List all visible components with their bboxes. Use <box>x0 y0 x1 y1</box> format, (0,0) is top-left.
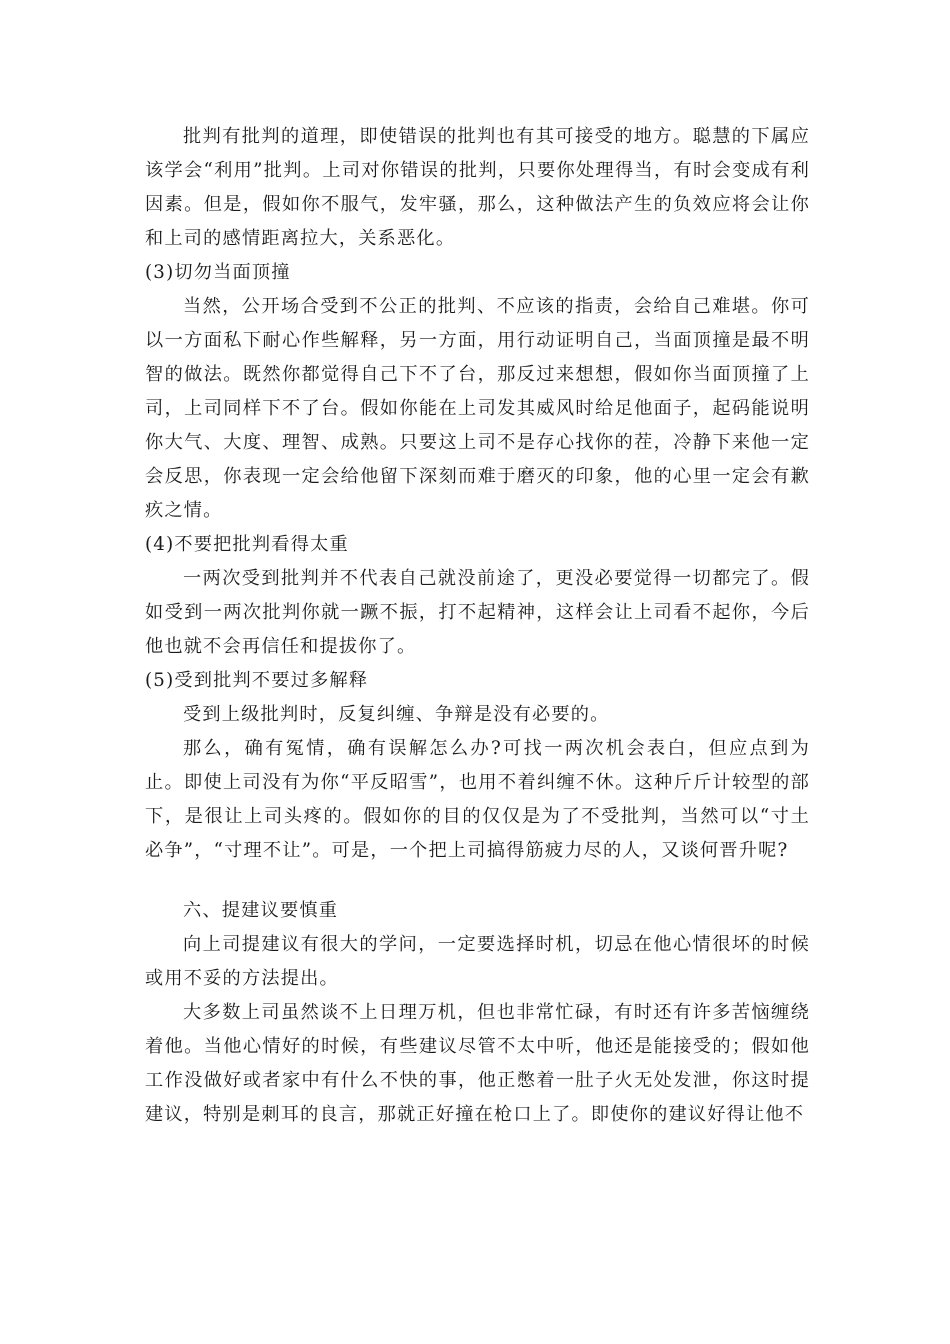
paragraph: 批判有批判的道理，即使错误的批判也有其可接受的地方。聪慧的下属应该学会“利用”批判。上司对你错误的批判，只要你处理得当，有时会变成有利因素。但是，假如你不服气，发牢骚，那么，这种做法产生的负效应将会让你和上司的感情距离拉大，关系恶化。 <box>145 126 810 249</box>
paragraph: 那么，确有冤情，确有误解怎么办?可找一两次机会表白，但应点到为止。即使上司没有为你“平反昭雪”，也用不着纠缠不休。这种斤斤计较型的部下，是很让上司头疼的。假如你的目的仅仅是为了不受批判，当然可以“寸土必争”，“寸理不让”。可是，一个把上司搞得筋疲力尽的人，又谈何晋升呢? <box>145 738 810 861</box>
document-body <box>145 120 810 1132</box>
paragraph: 一两次受到批判并不代表自己就没前途了，更没必要觉得一切都完了。假如受到一两次批判你就一蹶不振，打不起精神，这样会让上司看不起你，今后他也就不会再信任和提拔你了。 <box>145 568 810 657</box>
section-heading: (5)受到批判不要过多解释 <box>145 670 369 691</box>
section-heading: (4)不要把批判看得太重 <box>145 534 349 555</box>
paragraph: 大多数上司虽然谈不上日理万机，但也非常忙碌，有时还有许多苦恼缠绕着他。当他心情好的时候，有些建议尽管不太中听，他还是能接受的；假如他工作没做好或者家中有什么不快的事，他正憋着一肚子火无处发泄，你这时提建议，特别是刺耳的良言，那就正好撞在枪口上了。即使你的建议好得让他不 <box>145 1002 810 1125</box>
paragraph: 受到上级批判时，反复纠缠、争辩是没有必要的。 <box>183 704 610 725</box>
paragraph: 向上司提建议有很大的学问，一定要选择时机，切忌在他心情很坏的时候或用不妥的方法提出。 <box>145 934 810 989</box>
paragraph: 当然，公开场合受到不公正的批判、不应该的指责，会给自己难堪。你可以一方面私下耐心作些解释，另一方面，用行动证明自己，当面顶撞是最不明智的做法。既然你都觉得自己下不了台，那反过来想想，假如你当面顶撞了上司，上司同样下不了台。假如你能在上司发其威风时给足他面子，起码能说明你大气、大度、理智、成熟。只要这上司不是存心找你的茬，冷静下来他一定会反思，你表现一定会给他留下深刻而难于磨灭的印象，他的心里一定会有歉疚之情。 <box>145 296 810 521</box>
section-heading: (3)切勿当面顶撞 <box>145 262 291 283</box>
chapter-heading: 六、提建议要慎重 <box>183 900 339 921</box>
spacer <box>145 868 810 894</box>
